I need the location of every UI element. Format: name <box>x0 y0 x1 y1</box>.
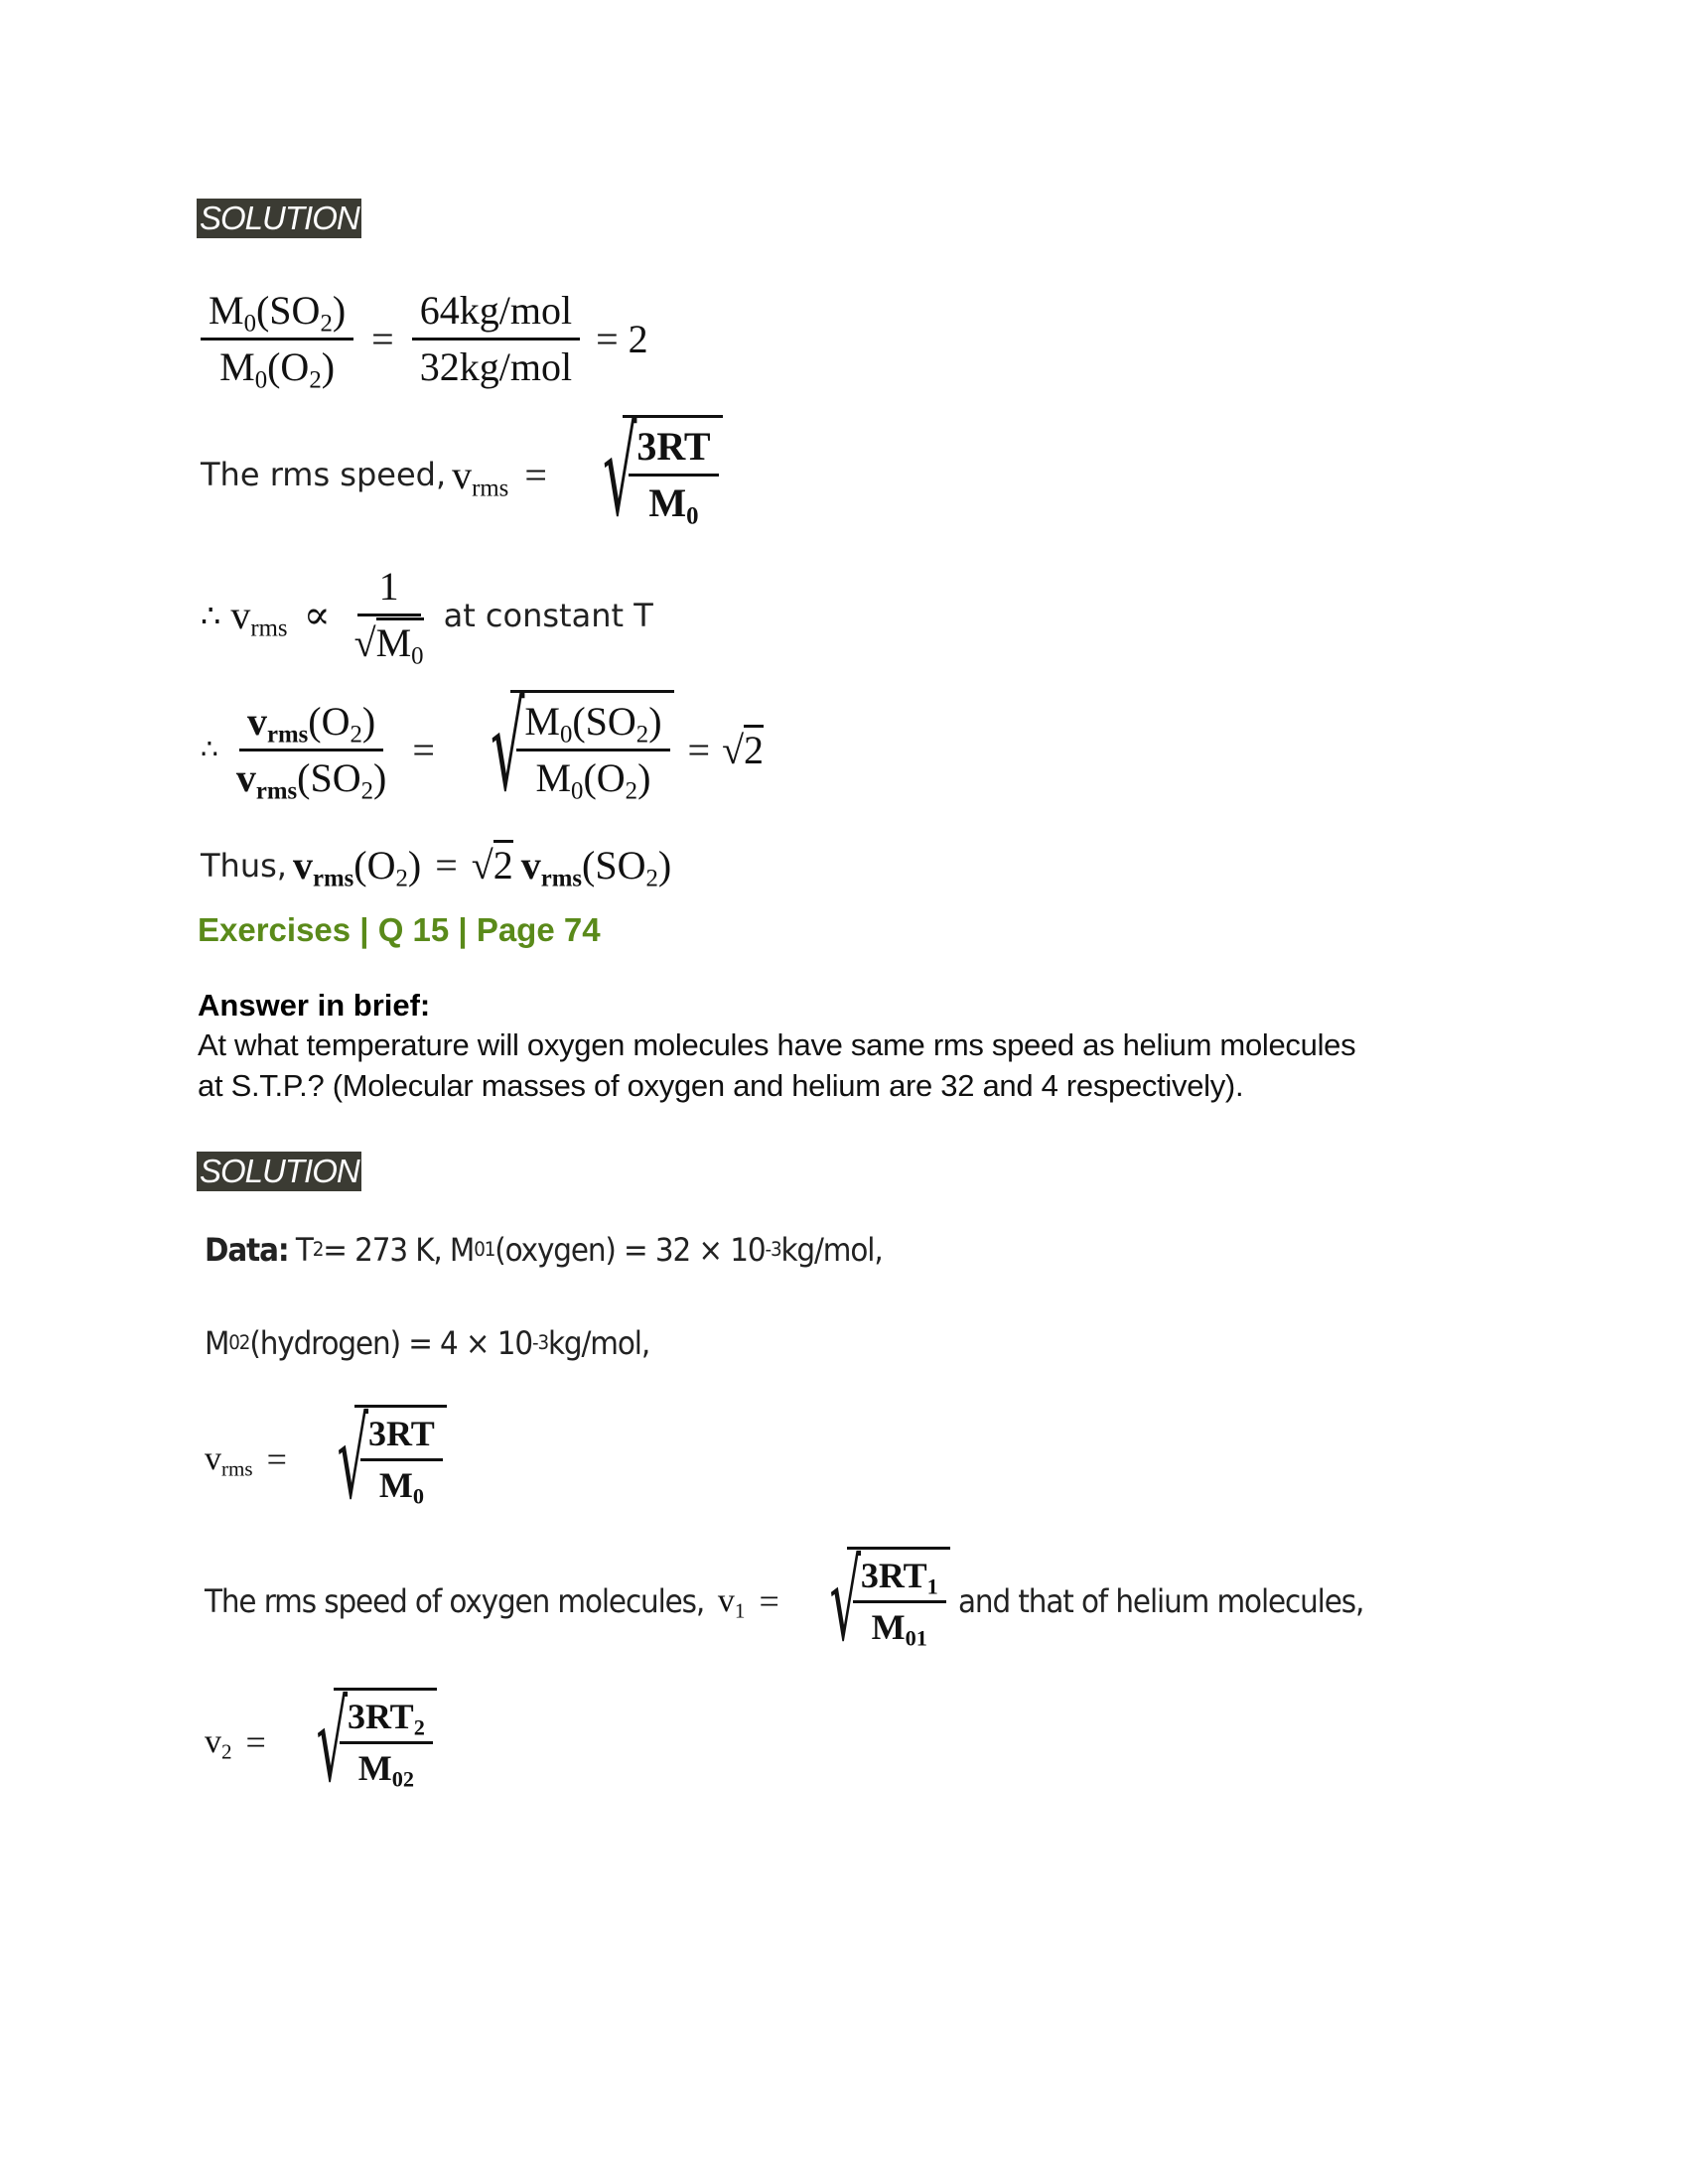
equation-molar-mass-ratio: $\frac{M_0(SO_2)}{M_0(O_2)}$ = $\frac{\text{64kg/mol}}{\text{32kg/mol}}$ = 2 <box>201 288 648 390</box>
sqrt-radical: √ $\frac{3RT}{M_0}$ <box>561 415 723 534</box>
question-reference-link[interactable]: Exercises | Q 15 | Page 74 <box>198 911 601 948</box>
conclusion-line: Thus, $v_{rms}(O_2)$ = √2 $v_{rms}(SO_2)$ <box>201 842 671 888</box>
sqrt-radical: √ $\frac{M_0(SO_2)}{M_0(O_2)}$ <box>449 690 674 809</box>
rms-speed-definition: The rms speed, $v_{rms}$ = √ $\frac{3RT}{M_0}$ <box>201 415 723 534</box>
proportionality-statement: ∴ $v_{rms}$ ∝ $\frac{1}{√M_0}$ at constant T <box>201 564 653 670</box>
question-type-label: Answer in brief: <box>198 988 431 1023</box>
equation-v2: $v_2$ = √ $\frac{3RT_2}{M_{02}}$ <box>205 1688 437 1797</box>
equation-vrms: $v_{rms}$ = √ $\frac{3RT}{M_0}$ <box>205 1405 447 1514</box>
sqrt-radical: √ $\frac{3RT_1}{M_{01}}$ <box>791 1547 950 1656</box>
solution-badge: SOLUTION <box>197 199 361 238</box>
equation-rms-ratio: ∴ $\frac{v_{rms}(O_2)}{v_{rms}(SO_2)}$ = √ $\frac{M_0(SO_2)}{M_0(O_2)}$ = √2 <box>201 680 765 818</box>
sqrt-radical: √ $\frac{3RT}{M_0}$ <box>299 1405 447 1514</box>
fraction-molar-mass: $\frac{M_0(SO_2)}{M_0(O_2)}$ <box>201 288 353 390</box>
question-text: At what temperature will oxygen molecules have same rms speed as helium molecules at S.T.P.? (Molecular masses of oxygen and helium are 32 and 4 respectively). <box>198 1027 1356 1103</box>
sqrt-radical: √ $\frac{3RT_2}{M_{02}}$ <box>278 1688 437 1797</box>
fraction-kg-mol: $\frac{\text{64kg/mol}}{\text{32kg/mol}}$ <box>412 288 580 390</box>
given-data-line-2: M 02 (hydrogen) = 4 × 10 -3 kg/mol, <box>205 1324 650 1362</box>
oxygen-rms-speed-line: The rms speed of oxygen molecules, $v_1$ = √ $\frac{3RT_1}{M_{01}}$ and that of helium molecules, <box>205 1538 1364 1665</box>
solution-badge: SOLUTION <box>197 1152 361 1191</box>
given-data-line: Data: T 2 = 273 K, M 01 (oxygen) = 32 × 10 -3 kg/mol, <box>205 1231 883 1269</box>
